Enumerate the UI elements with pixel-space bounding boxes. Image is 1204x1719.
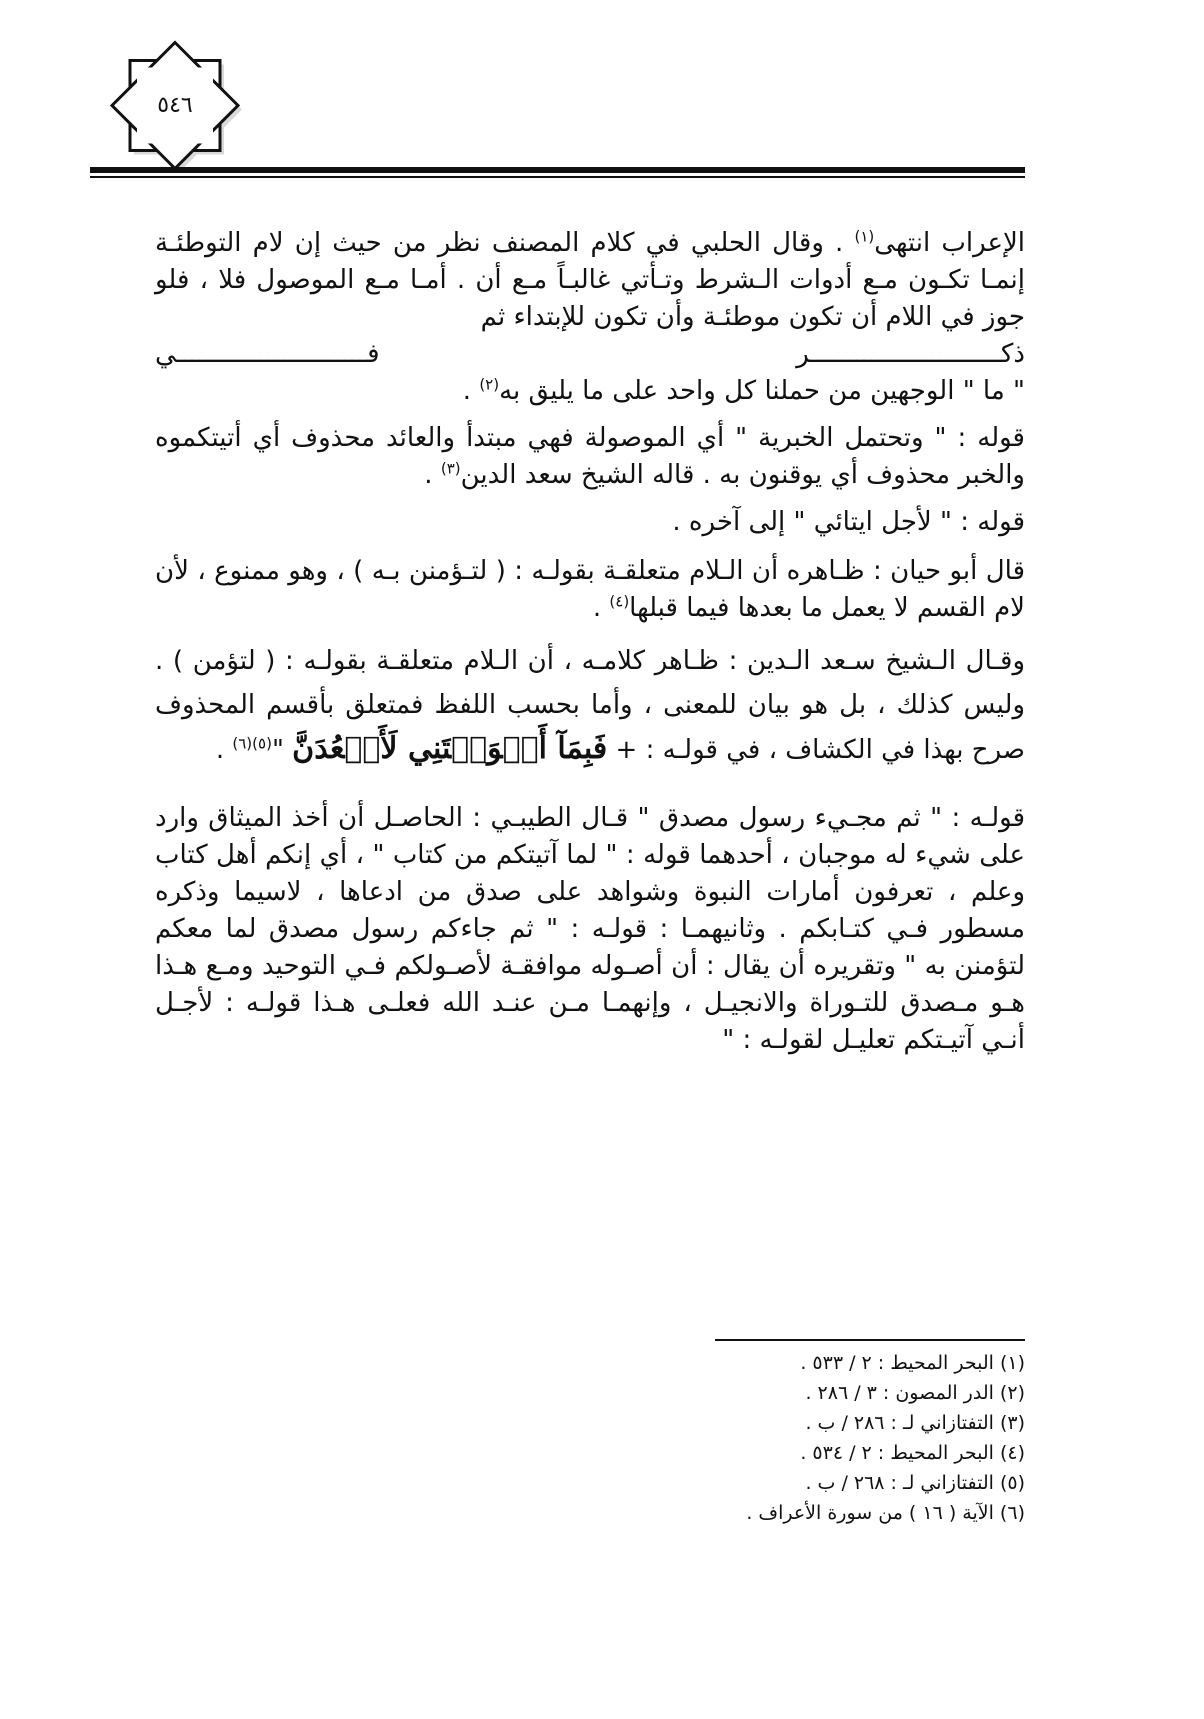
footnotes: [560, 1348, 1025, 1528]
header-rule: [90, 167, 1025, 173]
p1-stretched-line: ذكـــــــــــــــــــــــــر فـــــــــــــــــــــــــي: [155, 339, 1025, 369]
footnote-6: (٦) الآية ( ١٦ ) من سورة الأعراف .: [746, 1502, 1025, 1524]
quran-verse: فَبِمَآ أَغۡوَيۡتَنِي لَأَقۡعُدَنَّ: [292, 731, 608, 766]
p1-text-b: . وقال الحلبي في كلام المصنف نظر من حيث إن لام التوطئـة إنمـا تكـون مـع أدوات الـشرط وتـأتي غالبـاً مـع أن . أمـا مـع الموصول فلا ، فلو جوز في اللام أن تكون موطئـة وأن تكون للإبتداء ثم: [155, 228, 1025, 332]
p1-text-c: " ما " الوجهين من حملنا كل واحد على ما يليق به: [499, 376, 1025, 406]
paragraph-3: [155, 504, 1025, 541]
footnote-ref-4: (٤): [609, 592, 630, 611]
main-text: [155, 225, 1025, 1059]
footnote-rule: [715, 1339, 1025, 1341]
footnote-1: (١) البحر المحيط : ٢ / ٥٣٣ .: [800, 1352, 1025, 1374]
p5-close: ": [271, 735, 293, 765]
footnote-ref-5-6: (٥)(٦): [232, 734, 272, 753]
p2-end: .: [424, 460, 433, 490]
paragraph-1: [155, 225, 1025, 410]
footnote-ref-2: (٢): [479, 375, 500, 394]
footnote-ref-3: (٣): [440, 459, 461, 478]
p6-text: قولـه : " ثم مجـيء رسول مصدق " قـال الطيبـي : الحاصـل أن أخذ الميثاق وارد على شيء له موجبان ، أحدهما قوله : " لما آتيتكم من كتاب " ، أي إنكم أهل كتاب وعلم ، تعرفون أمارات النبوة وشواهد على صدق من ادعاها ، لاسيما وذكره مسطور فـي كتـابكم . وثانيهمـا : قولـه : " ثم جاءكم رسول مصدق لما معكم لتؤمنن به " وتقريره أن يقال : أن أصـوله موافقـة لأصـولكم فـي التوحيد ومـع هـذا هـو مـصدق للتـوراة والانجيـل ، وإنهمـا مـن عنـد الله فعلـى هـذا قولـه : لأجـل أنـي آتيـتكم تعليـل لقولـه : ": [155, 803, 1025, 1055]
footnote-2: (٢) الدر المصون : ٣ / ٢٨٦ .: [805, 1382, 1025, 1404]
paragraph-6: [155, 800, 1025, 1059]
p1-text-a: الإعراب انتهى: [874, 228, 1026, 258]
footnote-5: (٥) التفتازاني لـ : ٢٦٨ / ب .: [805, 1472, 1025, 1494]
paragraph-2: [155, 420, 1025, 494]
footnote-4: (٤) البحر المحيط : ٢ / ٥٣٤ .: [800, 1442, 1025, 1464]
header-rule-thin: [90, 176, 1025, 178]
p5-text: وقـال الـشيخ سـعد الـدين : ظـاهر كلامـه ، أن الـلام متعلقـة بقولـه : ( لتؤمن ) . وليس كذلك ، بل هو بيان للمعنى ، وأما بحسب اللفظ فمتعلق بأقسم المحذوف صرح بهذا في الكشاف ، في قولـه : +: [155, 646, 1025, 765]
p4-end: .: [592, 593, 602, 623]
footnote-3: (٣) التفتازاني لـ : ٢٨٦ / ب .: [805, 1412, 1025, 1434]
p2-text: قوله : " وتحتمل الخبرية " أي الموصولة فهي مبتدأ والعائد محذوف أي أتيتكموه والخبر محذوف أي يوقنون به . قاله الشيخ سعد الدين: [155, 423, 1025, 490]
p5-end: .: [215, 735, 225, 765]
p3-text: قوله : " لأجل ايتائي " إلى آخره .: [672, 507, 1025, 537]
p4-text: قال أبو حيان : ظـاهره أن الـلام متعلقـة بقولـه : ( لتـؤمنن بـه ) ، وهو ممنوع ، لأن لام القسم لا يعمل ما بعدها فيما قبلها: [155, 556, 1025, 623]
page-number: ٥٤٦: [157, 93, 193, 118]
paragraph-5: [155, 639, 1025, 772]
footnote-ref-1: (١): [854, 227, 875, 246]
p1-end: .: [462, 376, 472, 406]
paragraph-4: [155, 553, 1025, 627]
page-number-badge: [105, 38, 245, 173]
